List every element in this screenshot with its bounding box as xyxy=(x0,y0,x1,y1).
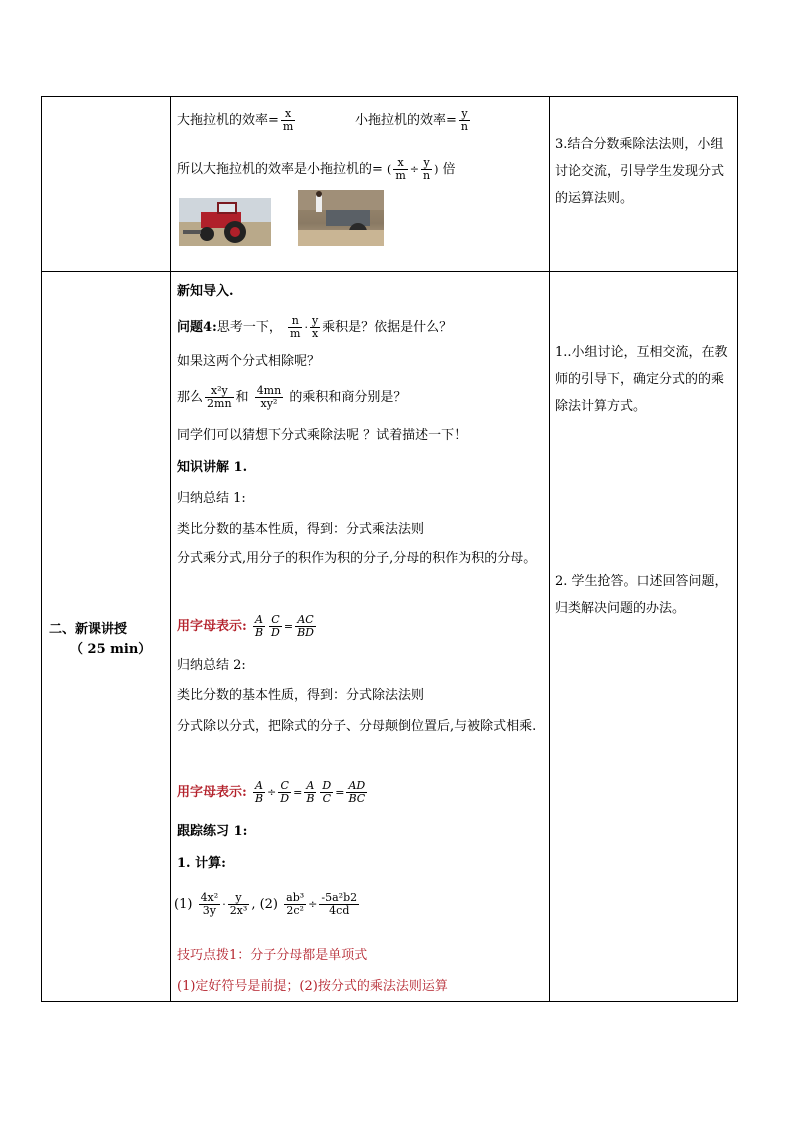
table-border-left xyxy=(41,96,42,1002)
numerator: y xyxy=(228,892,250,905)
mul-result-fraction xyxy=(295,614,316,639)
div-b-fraction xyxy=(278,780,291,805)
denominator: 2c² xyxy=(286,904,304,917)
numerator: D xyxy=(322,779,332,792)
summary-2-heading: 归纳总结 2: xyxy=(177,658,246,673)
then-question xyxy=(177,385,406,410)
then-label: 那么 xyxy=(177,390,204,405)
denominator: m xyxy=(290,327,301,340)
denominator: xy² xyxy=(260,397,278,410)
question-4-label: 问题4: xyxy=(177,320,217,335)
denominator: 4cd xyxy=(329,904,350,917)
small-tractor-efficiency xyxy=(355,108,472,133)
denominator: m xyxy=(282,120,294,133)
q4-fraction-2 xyxy=(310,315,320,340)
denominator: m xyxy=(395,169,406,182)
denominator: n xyxy=(423,169,431,182)
tip-line: (1)定好符号是前提；(2)按分式的乘法法则运算 xyxy=(177,979,448,994)
problem-2-label: (2) xyxy=(259,897,279,912)
tip-heading: 技巧点拨1：分子分母都是单项式 xyxy=(177,948,368,963)
then-fraction-2 xyxy=(255,385,284,410)
small-tractor-photo xyxy=(298,190,384,246)
denominator: 3y xyxy=(202,904,216,917)
table-border-right xyxy=(737,96,738,1002)
summary-1-rule: 分式乘分式,用分子的积作为积的分子,分母的积作为积的分母。 xyxy=(177,551,537,566)
denominator: D xyxy=(280,792,290,805)
practice-heading: 跟踪练习 1: xyxy=(177,824,248,839)
numerator: x xyxy=(281,108,295,121)
table-border-bottom xyxy=(41,1001,738,1002)
numerator: C xyxy=(269,614,282,627)
then-fraction-1 xyxy=(205,385,234,410)
practice-problems: (1) $\frac{\text{4x²}}{3y}$ · $\frac{y}{\text{2x³}}$ , (2) $\frac{\text{ab³}}{\text{2c²}}$ ÷ $\frac{\text{-5a²b2}}{4cd}$ xyxy=(174,891,358,917)
summary-1-line: 类比分数的基本性质，得到：分式乘法法则 xyxy=(177,522,425,537)
efficiency-ratio xyxy=(177,157,456,182)
p1-fraction-1 xyxy=(199,892,221,917)
question-4-text-b: 乘积是？依据是什么？ xyxy=(322,320,453,335)
guess-prompt: 同学们可以猜想下分式乘除法呢 ？试着描述一下！ xyxy=(177,428,468,443)
equals: = xyxy=(335,786,345,799)
knowledge-heading: 知识讲解 1. xyxy=(177,460,248,475)
divide-op: ÷ xyxy=(308,898,318,911)
row2-teacher-note-2: 2. 学生抢答。口述回答问题，归类解决问题的办法。 xyxy=(555,574,728,616)
numerator: y xyxy=(311,314,319,327)
numerator: C xyxy=(278,780,291,793)
ratio-b-fraction xyxy=(421,157,432,182)
numerator: AC xyxy=(295,614,316,627)
denominator: n xyxy=(460,120,468,133)
denominator: BC xyxy=(348,792,366,805)
summary-2-rule: 分式除以分式，把除式的分子、分母颠倒位置后,与被除式相乘. xyxy=(177,719,537,734)
denominator: BD xyxy=(297,626,314,639)
row1-teacher-note: 3.结合分数乘除法法则，小组讨论交流，引导学生发现分式的运算法则。 xyxy=(555,137,725,206)
tractor-image-2 xyxy=(298,190,384,246)
denominator: B xyxy=(254,792,264,805)
big-eff-fraction xyxy=(281,108,295,133)
div-result-fraction xyxy=(346,780,367,805)
problem-1-label: (1) xyxy=(174,897,193,912)
div-d-fraction xyxy=(320,780,333,805)
p2-fraction-2 xyxy=(319,892,359,917)
div-a-fraction xyxy=(253,780,265,805)
question-4-text-a: 思考一下， xyxy=(216,320,282,335)
div-c-fraction xyxy=(304,780,316,805)
p2-fraction-1 xyxy=(284,892,306,917)
ratio-suffix: 倍 xyxy=(442,162,456,177)
denominator: 2mn xyxy=(207,397,232,410)
big-eff-label: 大拖拉机的效率= xyxy=(177,113,279,128)
numerator: A xyxy=(253,614,265,627)
numerator: n xyxy=(288,315,302,328)
equals: = xyxy=(293,786,303,799)
summary-2-line: 类比分数的基本性质，得到：分式除法法则 xyxy=(177,688,425,703)
denominator: B xyxy=(306,792,315,805)
section-title: 二、新课讲授 xyxy=(49,622,128,637)
big-tractor-efficiency xyxy=(177,108,297,133)
numerator: A xyxy=(253,780,265,793)
denominator: D xyxy=(271,626,280,639)
small-eff-label: 小拖拉机的效率= xyxy=(355,113,457,128)
letter-label: 用字母表示: xyxy=(177,619,247,634)
numerator: 4x² xyxy=(200,891,219,904)
denominator: B xyxy=(254,626,264,639)
table-border-top xyxy=(41,96,738,97)
multiply-dot: · xyxy=(304,321,308,334)
letter-label: 用字母表示: xyxy=(177,785,247,800)
comma: , xyxy=(251,897,256,912)
then-and: 和 xyxy=(235,390,249,405)
divide-formula xyxy=(177,780,369,805)
numerator: A xyxy=(304,780,316,793)
equals: = xyxy=(283,620,294,633)
then-text: 的乘积和商分别是？ xyxy=(289,390,407,405)
calc-heading: 1. 计算: xyxy=(177,856,226,871)
numerator: -5a²b2 xyxy=(321,891,358,904)
paren-open: ( xyxy=(387,163,392,176)
divide-question: 如果这两个分式相除呢？ xyxy=(177,354,321,369)
multiply-formula xyxy=(177,614,318,639)
row-divider xyxy=(41,271,738,272)
tractor-image-1 xyxy=(179,198,271,246)
numerator: x²y xyxy=(205,385,234,398)
numerator: AD xyxy=(348,779,366,792)
ratio-a-fraction xyxy=(393,157,407,182)
mul-a-fraction xyxy=(253,614,265,639)
denominator: C xyxy=(322,792,332,805)
col-divider-1 xyxy=(170,96,171,1002)
paren-close: ) xyxy=(434,163,439,176)
denominator: x xyxy=(311,327,319,340)
ratio-text: 所以大拖拉机的效率是小拖拉机的= xyxy=(177,162,383,177)
col-divider-2 xyxy=(549,96,550,1002)
numerator: 4mn xyxy=(256,384,282,397)
big-tractor-photo xyxy=(179,198,271,246)
numerator: y xyxy=(421,157,432,170)
section-time: （ 25 min） xyxy=(70,642,152,657)
small-eff-fraction xyxy=(459,108,470,133)
p1-fraction-2 xyxy=(228,892,250,917)
numerator: y xyxy=(459,108,470,121)
new-intro-heading: 新知导入. xyxy=(177,284,234,299)
numerator: ab³ xyxy=(286,891,305,904)
row2-teacher-note-1: 1..小组讨论，互相交流，在教师的引导下，确定分式的的乘除法计算方式。 xyxy=(555,345,728,414)
divide-op: ÷ xyxy=(267,786,277,799)
mul-b-fraction xyxy=(269,614,282,639)
divide-op: ÷ xyxy=(409,163,419,176)
q4-fraction-1 xyxy=(288,315,302,340)
summary-1-heading: 归纳总结 1: xyxy=(177,491,246,506)
denominator: 2x³ xyxy=(229,904,248,917)
numerator: x xyxy=(393,157,407,170)
question-4 xyxy=(177,315,452,340)
